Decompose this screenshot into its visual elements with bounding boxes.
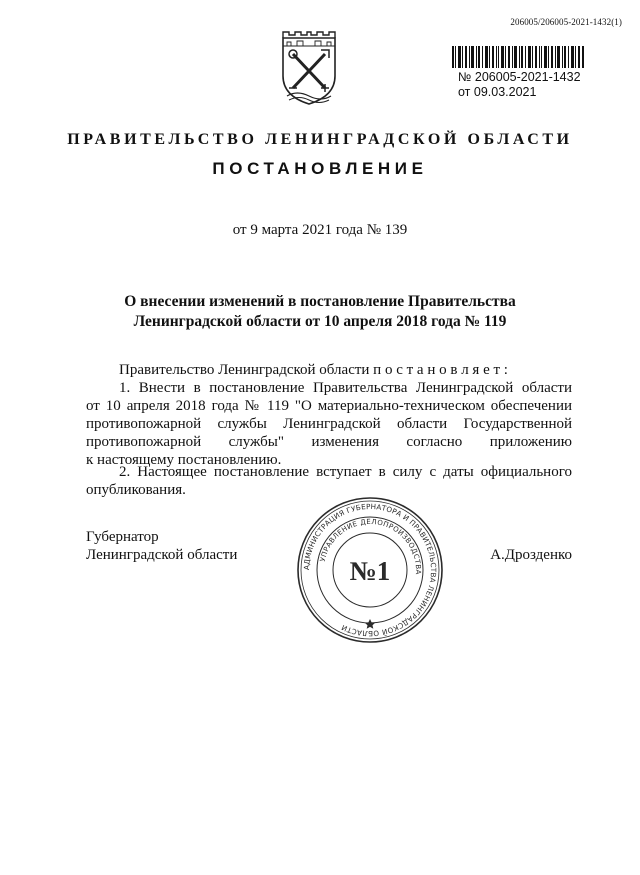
stamp-inner-text: УПРАВЛЕНИЕ ДЕЛОПРОИЗВОДСТВА	[318, 517, 423, 576]
document-reference-code: 206005/206005-2021-1432(1)	[510, 17, 622, 27]
official-stamp	[294, 494, 446, 646]
signatory-name: А.Дрозденко	[490, 547, 572, 563]
document-subject-line: О внесении изменений в постановление Правительства	[124, 293, 516, 310]
barcode-icon	[452, 46, 584, 68]
paragraph-2-line: 2. Настоящее постановление вступает в силу с даты официального	[119, 464, 572, 480]
coat-of-arms-icon	[279, 30, 339, 106]
paragraph-1-line: противопожарной службы" изменения согласно приложению	[86, 434, 572, 450]
stamp-ring-text: АДМИНИСТРАЦИЯ ГУБЕРНАТОРА И ПРАВИТЕЛЬСТВА ЛЕНИНГРАДСКОЙ ОБЛАСТИ	[301, 501, 439, 639]
star-icon	[365, 619, 375, 629]
paragraph-2-line: опубликования.	[86, 482, 186, 498]
registration-date: от 09.03.2021	[458, 85, 537, 99]
signatory-position-line: Ленинградской области	[86, 547, 238, 563]
paragraph-1-line: противопожарной службы Ленинградской области Государственной	[86, 416, 572, 432]
paragraph-1-line: к настоящему постановлению.	[86, 452, 282, 468]
paragraph-1-line: от 10 апреля 2018 года № 119 "О материально-техническом обеспечении	[86, 398, 572, 414]
signatory-position-line: Губернатор	[86, 529, 159, 545]
document-subject-line: Ленинградской области от 10 апреля 2018 года № 119	[133, 313, 507, 330]
issuing-authority: ПРАВИТЕЛЬСТВО ЛЕНИНГРАДСКОЙ ОБЛАСТИ	[67, 131, 573, 148]
registration-number: № 206005-2021-1432	[458, 70, 581, 84]
stamp-number: №1	[349, 556, 391, 586]
document-type-title: ПОСТАНОВЛЕНИЕ	[212, 159, 428, 178]
preamble: Правительство Ленинградской области п о с т а н о в л я е т :	[119, 362, 508, 378]
document-date-number: от 9 марта 2021 года № 139	[232, 222, 408, 238]
paragraph-1-line: 1. Внести в постановление Правительства Ленинградской области	[119, 380, 572, 396]
